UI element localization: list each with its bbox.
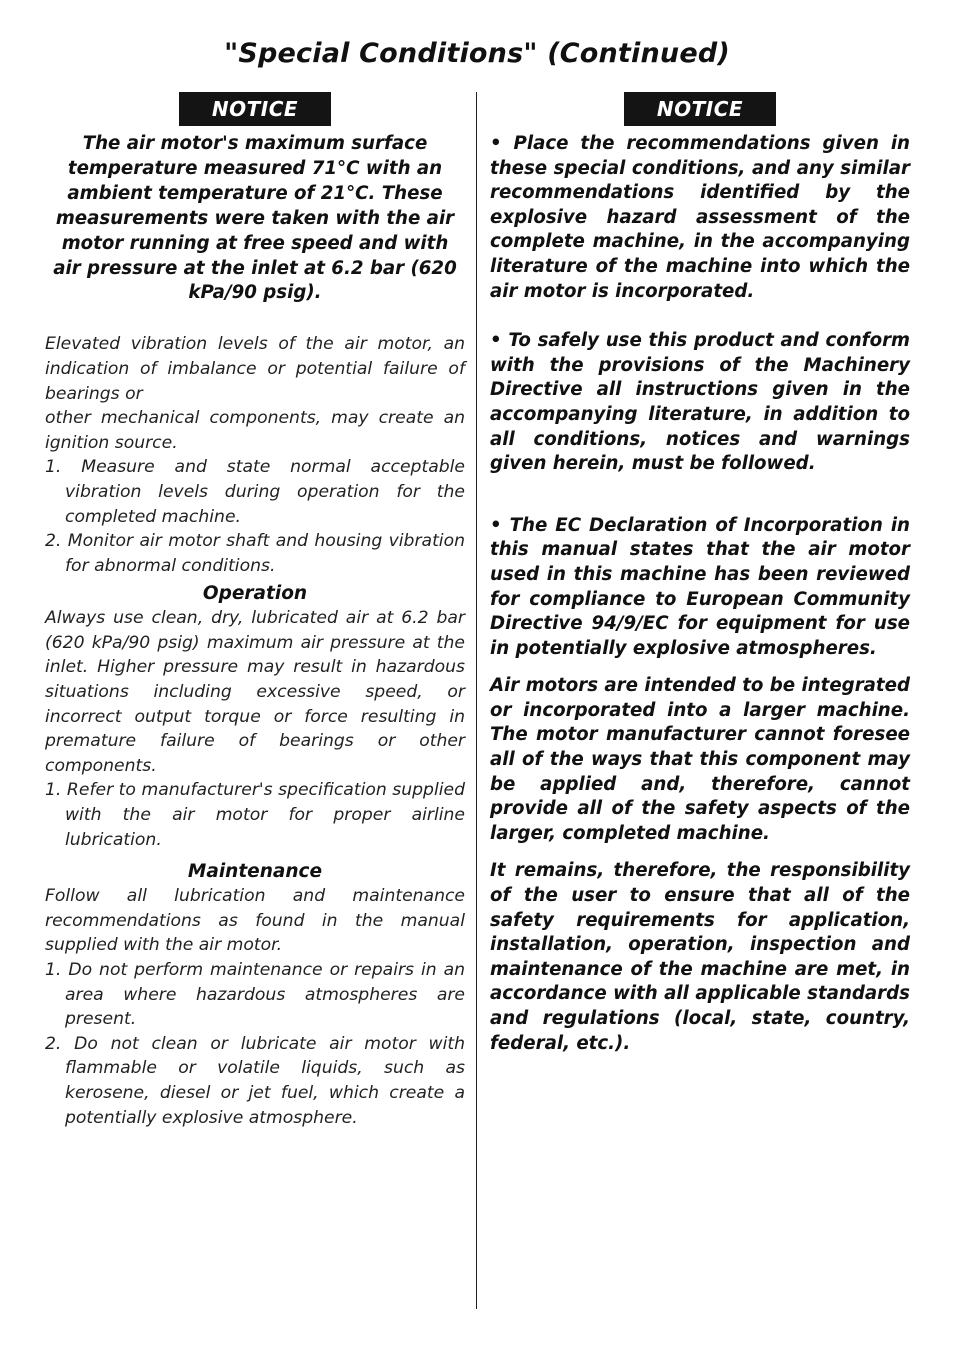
list-item: 1. Measure and state normal acceptable vibration levels during operation for the completed machine. [45, 457, 465, 527]
vibration-paragraph-1: Elevated vibration levels of the air motor, an indication of imbalance or potential failure of bearings or [45, 334, 465, 404]
operation-paragraph: Always use clean, dry, lubricated air at 6.2 bar (620 kPa/90 psig) maximum air pressure at the inlet. Higher pressure may result in hazardous situations including excessive speed, or incorrect output torque or force resulting in premature failure of bearings or other components. [45, 608, 465, 776]
responsibility-paragraph: It remains, therefore, the responsibility of the user to ensure that all of the safety requirements for application, installation, operation, inspection and maintenance of the machine are met, in accordance with all applicable standards and regulations (local, state, country, federal, etc.). [490, 860, 910, 1054]
operation-heading: Operation [202, 583, 308, 605]
maintenance-heading: Maintenance [187, 861, 323, 883]
notice-bullet-recommendations: • Place the recommendations given in these special conditions, and any similar recommendations identified by the explosive hazard assessment of the complete machine, in the accompanying literature of the machine into which the air motor is incorporated. [490, 133, 910, 302]
vibration-paragraph-2: other mechanical components, may create an ignition source. [45, 408, 465, 453]
right-column [490, 92, 910, 1056]
notice-badge-right: NOTICE [624, 92, 776, 126]
left-column [45, 92, 465, 1130]
list-item: 1. Refer to manufacturer's specification supplied with the air motor for proper airline lubrication. [45, 780, 465, 850]
column-divider [476, 92, 477, 1309]
vibration-list [45, 455, 465, 578]
list-item: 2. Do not clean or lubricate air motor with flammable or volatile liquids, such as kerosene, diesel or jet fuel, which create a potentially explosive atmosphere. [45, 1033, 465, 1128]
operation-list [45, 778, 465, 852]
notice-bullet-ec-declaration: • The EC Declaration of Incorporation in this manual states that the air motor used in this machine has been reviewed for compliance to European Community Directive 94/9/EC for equipment for use in potentially explosive atmospheres. [490, 514, 910, 659]
surface-temperature-notice: The air motor's maximum surface temperature measured 71°C with an ambient temperature of 21°C. These measurements were taken with the air motor running at free speed and with air pressure at the inlet at 6.2 bar (620 kPa/90 psig). [53, 133, 457, 304]
list-item: 1. Do not perform maintenance or repairs in an area where hazardous atmospheres are present. [45, 960, 465, 1030]
list-item: 2. Monitor air motor shaft and housing vibration for abnormal conditions. [45, 531, 465, 576]
maintenance-paragraph: Follow all lubrication and maintenance recommendations as found in the manual supplied with the air motor. [45, 886, 465, 956]
notice-badge-left: NOTICE [179, 92, 331, 126]
notice-bullet-machinery-directive: • To safely use this product and conform with the provisions of the Machinery Directive all instructions given in the accompanying literature, in addition to all conditions, notices and warnings given herein, must be followed. [490, 330, 910, 475]
maintenance-list [45, 958, 465, 1130]
integration-paragraph: Air motors are intended to be integrated or incorporated into a larger machine. The motor manufacturer cannot foresee all of the ways that this component may be applied and, therefore, cannot provide all of the safety aspects of the larger, completed machine. [490, 675, 910, 844]
page-title: "Special Conditions" (Continued) [224, 38, 730, 69]
